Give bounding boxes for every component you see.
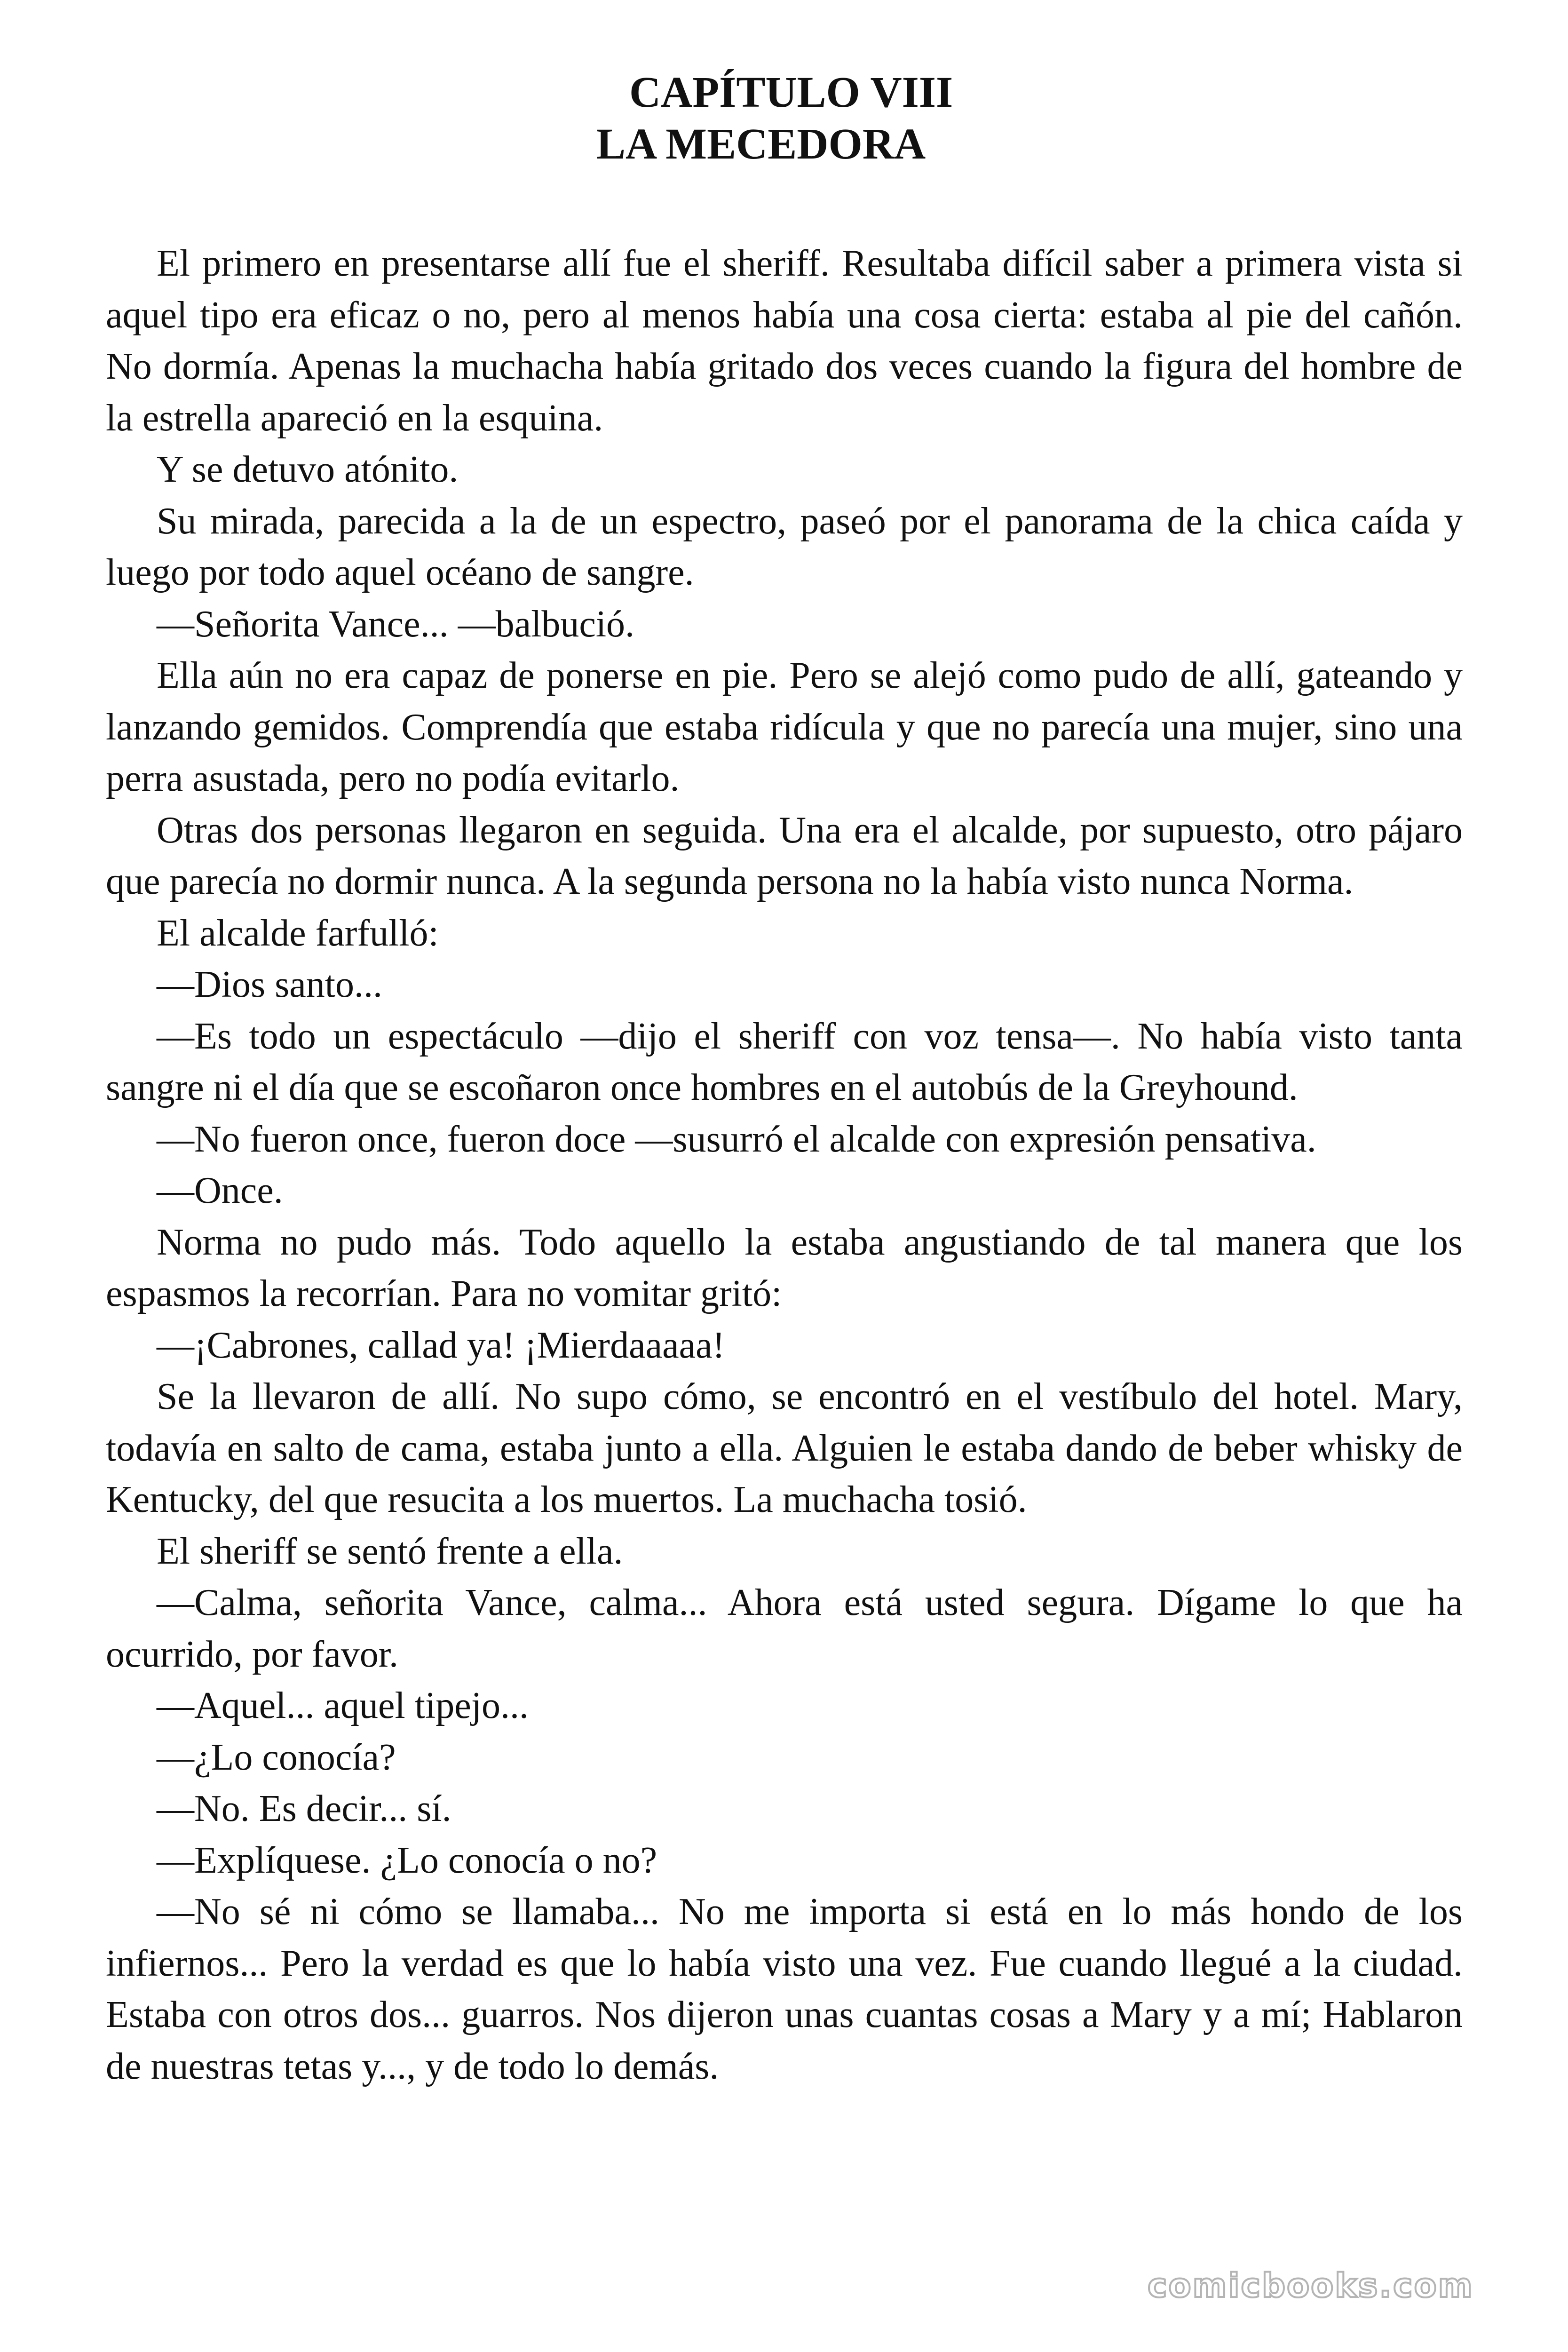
paragraph: —Explíquese. ¿Lo conocía o no?	[157, 1839, 657, 1881]
paragraph: —No. Es decir... sí.	[157, 1788, 451, 1829]
paragraph: —Señorita Vance... —balbució.	[157, 603, 635, 645]
paragraph: Norma no pudo más. Todo aquello la estaba angustiando de tal manera que los espasmos la recorrían. Para no vomitar gritó:	[106, 1221, 1463, 1314]
paragraph: —Dios santo...	[157, 964, 382, 1005]
paragraph: —Once.	[157, 1170, 283, 1211]
paragraph: —No sé ni cómo se llamaba... No me importa si está en lo más hondo de los infiernos... Pero la verdad es que lo había visto una vez. Fue cuando llegué a la ciudad. Estaba con otros dos... guarros. Nos dijeron unas cuantas cosas a Mary y a mí; Hablaron de nuestras tetas y..., y de todo lo demás.	[106, 1891, 1463, 2087]
watermark: comicbooks.com	[1148, 2266, 1474, 2305]
paragraph: —Calma, señorita Vance, calma... Ahora está usted segura. Dígame lo que ha ocurrido, por favor.	[106, 1582, 1463, 1675]
paragraph: El primero en presentarse allí fue el sheriff. Resultaba difícil saber a primera vista si aquel tipo era eficaz o no, pero al menos había una cosa cierta: estaba al pie del cañón. No dormía. Apenas la muchacha había gritado dos veces cuando la figura del hombre de la estrella apareció en la esquina.	[106, 243, 1463, 439]
chapter-number: CAPÍTULO VIII	[629, 68, 953, 117]
paragraph: Otras dos personas llegaron en seguida. Una era el alcalde, por supuesto, otro pájaro que parecía no dormir nunca. A la segunda persona no la había visto nunca Norma.	[106, 809, 1463, 902]
paragraph: —¡Cabrones, callad ya! ¡Mierdaaaaa!	[157, 1324, 725, 1366]
paragraph: El alcalde farfulló:	[157, 912, 439, 954]
paragraph: El sheriff se sentó frente a ella.	[157, 1530, 623, 1572]
paragraph: Y se detuvo atónito.	[157, 449, 459, 490]
chapter-heading	[0, 67, 1568, 170]
paragraph: Se la llevaron de allí. No supo cómo, se encontró en el vestíbulo del hotel. Mary, todavía en salto de cama, estaba junto a ella. Alguien le estaba dando de beber whisky de Kentucky, del que resucita a los muertos. La muchacha tosió.	[106, 1376, 1463, 1520]
paragraph: —¿Lo conocía?	[157, 1736, 396, 1778]
paragraph: —Es todo un espectáculo —dijo el sheriff con voz tensa—. No había visto tanta sangre ni el día que se escoñaron once hombres en el autobús de la Greyhound.	[106, 1015, 1463, 1108]
chapter-title: LA MECEDORA	[596, 120, 926, 168]
paragraph: —Aquel... aquel tipejo...	[157, 1685, 529, 1726]
chapter-body	[106, 238, 1463, 2092]
paragraph: Su mirada, parecida a la de un espectro, paseó por el panorama de la chica caída y luego por todo aquel océano de sangre.	[106, 500, 1463, 593]
paragraph: Ella aún no era capaz de ponerse en pie. Pero se alejó como pudo de allí, gateando y lanzando gemidos. Comprendía que estaba ridícula y que no parecía una mujer, sino una perra asustada, pero no podía evitarlo.	[106, 655, 1463, 799]
paragraph: —No fueron once, fueron doce —susurró el alcalde con expresión pensativa.	[157, 1118, 1316, 1160]
